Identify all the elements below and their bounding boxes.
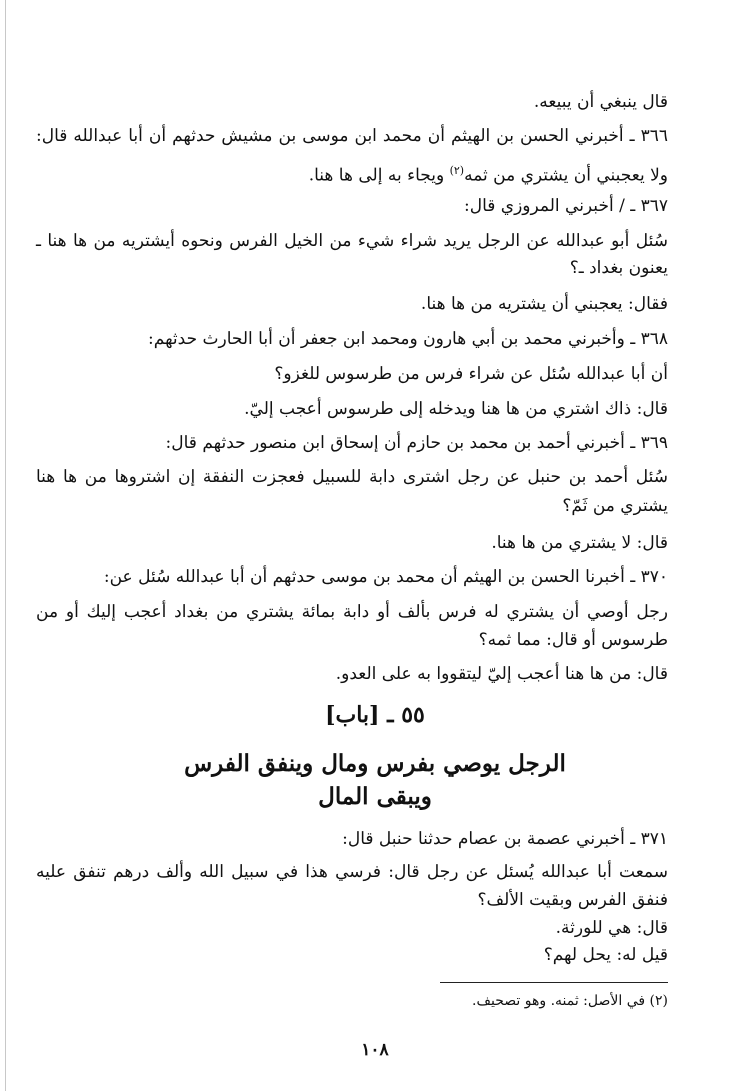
text-line-9: أن أبا عبدالله سُئل عن شراء فرس من طرسوس للغزو؟ <box>274 364 668 384</box>
chapter-title-line-2: ويبقى المال <box>318 783 432 810</box>
text-line-23: قيل له: يحل لهم؟ <box>543 945 668 965</box>
text-line-3-start: ولا يعجبني أن يشتري من ثمه <box>464 165 668 186</box>
text-line-18: قال: من ها هنا أعجب إليّ ليتقووا به على العدو. <box>335 664 668 684</box>
text-line-6: يعنون بغداد ـ؟ <box>569 258 668 278</box>
text-line-13: يشتري من ثَمّ؟ <box>562 496 668 516</box>
text-line-3-end: ويجاء به إلى ها هنا. <box>308 165 450 186</box>
text-line-2: ٣٦٦ ـ أخبرني الحسن بن الهيثم أن محمد ابن موسى بن مشيش حدثهم أن أبا عبدالله قال: <box>36 126 668 146</box>
text-line-20: سمعت أبا عبدالله يُسئل عن رجل قال: فرسي هذا في سبيل الله وألف درهم تنفق عليه <box>36 862 668 882</box>
text-line-12: سُئل أحمد بن حنبل عن رجل اشترى دابة للسبيل فعجزت النفقة إن اشتروها من ها هنا <box>36 467 668 487</box>
text-line-5: سُئل أبو عبدالله عن الرجل يريد شراء شيء من الخيل الفرس ونحوه أيشتريه من ها هنا ـ <box>36 231 668 251</box>
text-line-1: قال ينبغي أن يبيعه. <box>533 92 668 112</box>
text-line-3 <box>309 159 668 188</box>
page-edge-rule <box>5 0 6 1091</box>
text-line-16: رجل أوصي أن يشتري له فرس بألف أو دابة بمائة يشتري من بغداد أعجب إليك أو من <box>36 602 668 622</box>
footnote-ref-2: (٢) <box>449 164 465 177</box>
chapter-title-line-1: الرجل يوصي بفرس ومال وينفق الفرس <box>184 750 566 777</box>
text-line-15: ٣٧٠ ـ أخبرنا الحسن بن الهيثم أن محمد بن موسى حدثهم أن أبا عبدالله سُئل عن: <box>103 567 668 587</box>
text-line-7: فقال: يعجبني أن يشتريه من ها هنا. <box>420 294 668 314</box>
footnote-separator <box>440 982 668 983</box>
text-line-21: فنفق الفرس وبقيت الألف؟ <box>477 890 668 910</box>
chapter-number: ٥٥ ـ [باب] <box>325 702 425 728</box>
text-line-4: ٣٦٧ ـ / أخبرني المروزي قال: <box>464 196 668 216</box>
text-line-22: قال: هي للورثة. <box>555 918 668 938</box>
footnote-2: (٢) في الأصل: ثمنه. وهو تصحيف. <box>472 993 668 1009</box>
text-line-17: طرسوس أو قال: مما ثمه؟ <box>478 630 668 650</box>
text-line-10: قال: ذاك اشتري من ها هنا ويدخله إلى طرسوس أعجب إليّ. <box>244 399 668 419</box>
text-line-11: ٣٦٩ ـ أخبرني أحمد بن محمد بن حازم أن إسحاق ابن منصور حدثهم قال: <box>165 433 668 453</box>
text-line-8: ٣٦٨ ـ وأخبرني محمد بن أبي هارون ومحمد ابن جعفر أن أبا الحارث حدثهم: <box>148 329 668 349</box>
text-line-14: قال: لا يشتري من ها هنا. <box>491 533 668 553</box>
page-number: ١٠٨ <box>361 1040 389 1060</box>
text-line-19: ٣٧١ ـ أخبرني عصمة بن عصام حدثنا حنبل قال: <box>342 829 668 849</box>
